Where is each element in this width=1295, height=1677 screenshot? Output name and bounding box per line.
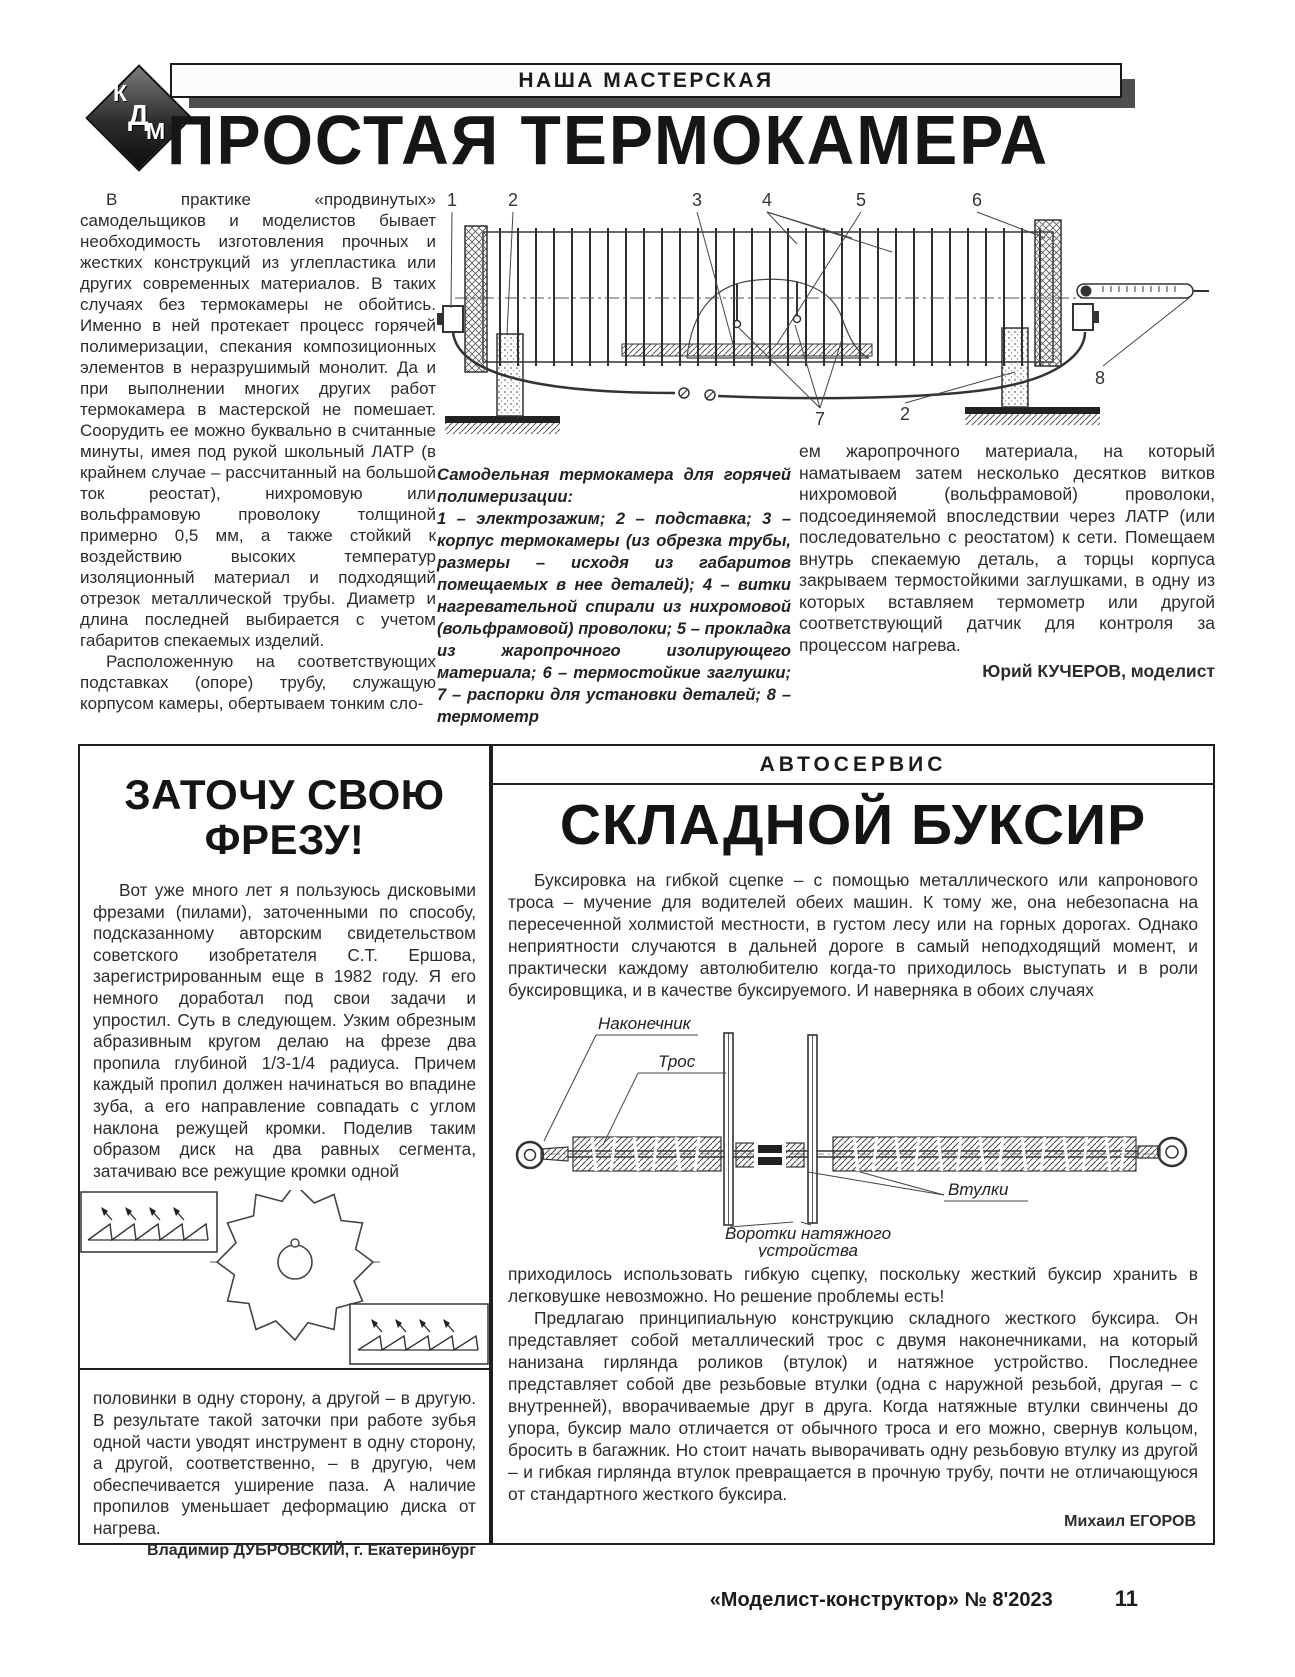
paragraph: Расположенную на соответствующих подставках (опоре) трубу, служащую корпусом камеры, обертываем тонким сло- (80, 652, 436, 713)
tow-tip-left (517, 1142, 568, 1168)
article1-column-1 (80, 189, 436, 714)
tow-label-handles: Воротки натяжного (724, 1224, 892, 1243)
tensioner (736, 1142, 804, 1168)
article2-title: ЗАТОЧУ СВОЮ ФРЕЗУ! (124, 771, 445, 863)
ground-right (965, 407, 1100, 414)
figure-caption (437, 464, 791, 728)
article1-column-3 (799, 441, 1215, 683)
caption-lead: Самодельная термокамера для горячей полимеризации: (437, 466, 791, 506)
paragraph: приходилось использовать гибкую сцепку, поскольку жесткий буксир хранить в легковушке невозможно. Но решение проблемы есть! (508, 1264, 1198, 1306)
end-cap-right (1035, 220, 1061, 366)
caption-items: 1 – электрозажим; 2 – подставка; 3 – корпус термокамеры (из обрезка трубы, размеры – исходя из габаритов помещаемых в нее деталей); 4 – витки нагревательной спирали из нихромовой (вольфрамовой) проволоки; 5 – прокладка из жаропрочного изолирующего материала; 6 – термостойкие заглушки; 7 – распорки для установки деталей; 8 – термометр (437, 510, 791, 726)
page-footer (80, 1586, 1138, 1612)
tow-label-tip: Наконечник (598, 1014, 691, 1033)
part-number-label: 5 (855, 190, 867, 210)
tow-label-bushings: Втулки (948, 1180, 1009, 1199)
part-number-label: 2 (507, 190, 519, 210)
part-number-label: 2 (899, 404, 911, 424)
logo-letter: Д (128, 100, 149, 132)
ground-left (445, 416, 560, 423)
saw-blade-figure (80, 1190, 489, 1370)
tow-label-handles: устройства (758, 1241, 858, 1257)
bushing-band-left (573, 1137, 721, 1171)
paragraph: Буксировка на гибкой сцепке – с помощью металлического или капронового троса – мучение для водителей обеих машин. К тому же, она небезопасна на пересеченной холмистой местности, в густом лесу или на горных дорогах. Однако неприятности случаются в дальней дороге в самый неподходящий момент, и практически каждому автолюбителю когда-то приходилось выступать и в роли буксировщика, и в качестве буксируемого. И наверняка в обоих случаях (508, 870, 1198, 1000)
autoservice-section-label: АВТОСЕРВИС (493, 746, 1213, 785)
thermal-chamber-diagram (437, 186, 1215, 444)
author-byline: Юрий КУЧЕРОВ, моделист (982, 661, 1215, 681)
tow-tip-right (1138, 1138, 1186, 1166)
article3-title: СКЛАДНОЙ БУКСИР (559, 793, 1147, 857)
author-byline: Владимир ДУБРОВСКИЙ, г. Екатеринбург (147, 1542, 476, 1560)
tooth-profile-inset-bottom (350, 1304, 488, 1364)
paragraph: Вот уже много лет я пользуюсь дисковыми фрезами (пилами), заточенными по способу, подсказанному авторским свидетельством советского изобретателя С.Т. Ершова, зарегистрированным еще в 1982 году. Я его немного доработал под свои задачи и упростил. Суть в следующем. Узким обрезным абразивным кругом делаю на фрезе два пропила глубиной 1/3-1/4 радиуса. Причем каждый пропил должен начинаться во впадине зуба, а его направление совпадать с углом наклона режущей кромки. Поделив таким образом диск на два равных сегмента, затачиваю все режущие кромки одной (93, 880, 476, 1181)
magazine-name: «Моделист-конструктор» № 8'2023 (709, 1589, 1053, 1611)
paragraph: половинки в одну сторону, а другой – в другую. В результате такой заточки при работе зубья одной части уводят инструмент в одну сторону, а другой, соответственно, – в другую, чем обеспечивается уширение паза. А наличие пропилов уменьшает деформацию диска от нагрева. (93, 1388, 476, 1538)
tow-label-cable: Трос (658, 1052, 696, 1071)
part-number-label: 4 (761, 190, 773, 210)
end-cap-left (465, 226, 487, 372)
part-number-label: 3 (691, 190, 703, 210)
author-byline: Михаил ЕГОРОВ (1064, 1513, 1196, 1530)
autoservice-article-box (491, 744, 1215, 1545)
article1-title: ПРОСТАЯ ТЕРМОКАМЕРА (167, 101, 1050, 179)
part-number-label: 1 (446, 190, 458, 210)
tooth-profile-inset-top (81, 1192, 217, 1252)
electro-clamp-left (443, 306, 463, 332)
tow-bar-diagram (508, 1005, 1198, 1257)
part-number-label: 6 (971, 190, 983, 210)
part-number-label: 8 (1094, 368, 1106, 388)
paragraph: Предлагаю принципиальную конструкцию складного жесткого буксира. Он представляет собой металлический трос с двумя наконечниками, на который нанизана гирлянда роликов (втулок) и натяжное устройство. Последнее представляет собой две резьбовые втулки (одна с наружной резьбой, другая – с внутренней), вворачиваемые друг в друга. Когда натяжные втулки свинчены до упора, буксир мало отличается от обычного троса и его можно, свернув кольцом, бросить в багажник. Но стоит начать выворачивать одну резьбовую втулку из другой – и гибкая гирлянда втулок превращается в прочную трубу, почти не отличающуюся от стандартного жесткого буксира. (508, 1308, 1198, 1504)
section-header-bar: НАША МАСТЕРСКАЯ (170, 63, 1122, 98)
page-number: 11 (1114, 1586, 1138, 1611)
paragraph: ем жаропрочного материала, на который наматываем затем несколько десятков витков нихромовой (вольфрамовой) проволоки, подсоединяемой впоследствии через ЛАТР (или последовательно с реостатом) к сети. Помещаем внутрь спекаемую деталь, а торцы корпуса закрываем термостойкими заглушками, в одну из которых вставляем термометр или другой соответствующий датчик для контроля за процессом нагрева. (799, 441, 1215, 655)
electro-clamp-right (1073, 304, 1093, 330)
paragraph: В практике «продвинутых» самодельщиков и моделистов бывает необходимость изготовления прочных и жестких конструкций из углепластика или других современных материалов. В таких случаях без термокамеры не обойтись. Именно в ней протекает процесс горячей полимеризации, спекания композиционных элементов в неразрушимый монолит. Да и при выполнении многих других работ термокамера в мастерской не помешает. Соорудить ее можно буквально в считанные минуты, имея под рукой школьный ЛАТР (в крайнем случае – рассчитанный на большой ток реостат), нихромовую или вольфрамовую проволоку толщиной примерно 0,5 мм, а также стойкий к воздействию высоких температур изоляционный материал и подходящий отрезок металлической трубы. Диаметр и длина последней выбирается с учетом габаритов спекаемых изделий. (80, 190, 436, 650)
logo-letter: М (146, 118, 166, 144)
heating-coils (487, 228, 1047, 366)
bushing-band-right (833, 1137, 1136, 1171)
part-number-label: 7 (814, 409, 826, 429)
logo-letter: К (113, 80, 128, 106)
sharpening-article-box (78, 744, 491, 1560)
